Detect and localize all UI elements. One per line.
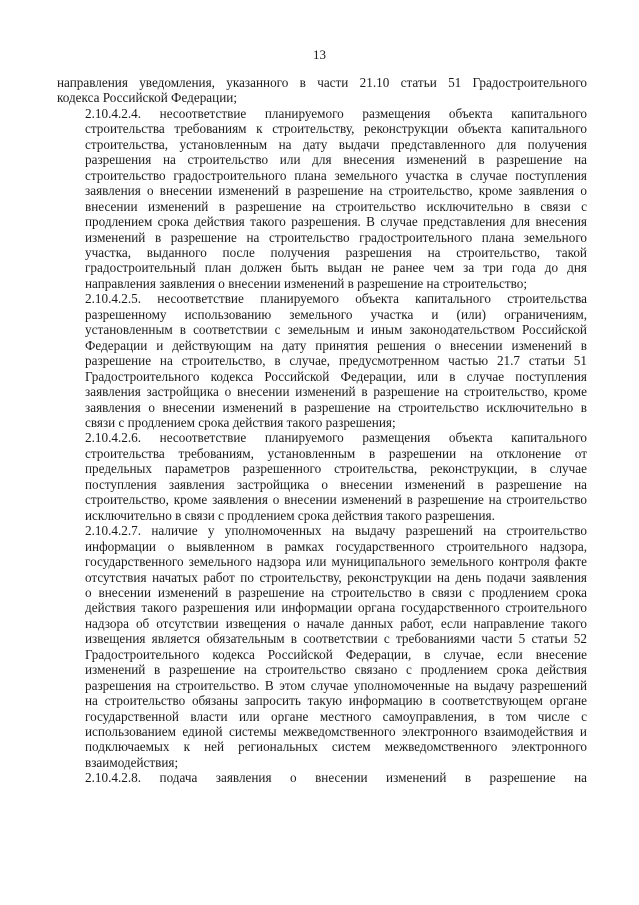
paragraph-p2 [57, 291, 587, 430]
paragraph-p4 [57, 523, 587, 770]
text-line: надзора об отсутствии извещения о начале данных работ, если направление такого [85, 615, 587, 631]
text-line: отсутствия начатых работ по строительству, реконструкции на день подачи заявления [85, 569, 587, 585]
text-line: разрешение на строительство, в случае, предусмотренном частью 21.7 статьи 51 [85, 353, 587, 369]
text-line: направления уведомления, указанного в части 21.10 статьи 51 Градостроительного [57, 75, 587, 90]
text-line: поступления заявления застройщика о внесении изменений в разрешение на [85, 476, 587, 492]
text-line: заявления застройщика о внесении изменений в разрешение на строительство, кроме [85, 384, 587, 400]
text-line: продлением срока действия такого разрешения. В случае представления для внесения [85, 214, 587, 230]
text-line: строительство, кроме заявления о внесении изменений в разрешение на строительство [85, 492, 587, 508]
text-line: 2.10.4.2.5. несоответствие планируемого объекта капитального строительства [85, 291, 587, 307]
text-line: разрешения на строительство. В этом случае уполномоченные на выдачу разрешений [85, 677, 587, 693]
text-line: исключительно в связи с продлением срока действия такого разрешения. [85, 507, 495, 523]
text-line: подключаемых к ней региональных систем межведомственного электронного [85, 739, 587, 755]
text-line: о внесении изменений в разрешение на строительство в связи с продлением срока [85, 584, 587, 600]
text-line: предельных параметров разрешенного строительства, реконструкции, в случае [85, 461, 587, 477]
text-line: Градостроительного кодекса Российской Федерации, или в случае поступления [85, 368, 587, 384]
text-line: изменений в разрешение на строительство связано с продлением срока действия [85, 662, 587, 678]
text-line: кодекса Российской Федерации; [57, 90, 237, 106]
document-body [57, 75, 587, 786]
text-line: разрешения на строительство или для внесения изменений в разрешение на [85, 152, 587, 168]
text-line: 2.10.4.2.8. подача заявления о внесении изменений в разрешение на [85, 770, 587, 786]
text-line: изменений в разрешение на строительство градостроительного плана земельного [85, 229, 587, 245]
text-line: извещения является обязательным в соответствии с требованиями части 5 статьи 52 [85, 631, 587, 647]
text-line: связи с продлением срока действия такого разрешения; [85, 414, 396, 430]
text-line: направления заявления о внесении изменений в разрешение на строительство; [85, 275, 527, 291]
text-line: разрешенному использованию земельного участка и (или) ограничениям, [85, 306, 587, 322]
text-line: на строительство обязаны запросить такую информацию в соответствующем органе [85, 693, 587, 709]
text-line: 2.10.4.2.7. наличие у уполномоченных на выдачу разрешений на строительство [85, 523, 587, 539]
text-line: действия такого разрешения или информации органа государственного строительного [85, 600, 587, 616]
text-line: внесении изменений в разрешение на строительство исключительно в связи с [85, 198, 587, 214]
paragraph-p1 [57, 106, 587, 291]
text-line: участка, выданного после получения разрешения на строительство, такой [85, 244, 587, 260]
text-line: строительства, установленным на дату выдачи представленного для получения [85, 136, 587, 152]
text-line: 2.10.4.2.4. несоответствие планируемого размещения объекта капитального [85, 105, 587, 121]
text-line: государственного земельного надзора или муниципального земельного контроля факте [85, 554, 587, 570]
text-line: взаимодействия; [85, 754, 179, 770]
text-line: установленным в соответствии с земельным и иным законодательством Российской [85, 322, 587, 338]
text-line: градостроительный план должен быть выдан не ранее чем за три года до дня [85, 260, 587, 276]
text-line: Федерации и действующим на дату принятия решения о внесении изменений в [85, 337, 587, 353]
paragraph-p0 [57, 75, 587, 106]
text-line: Градостроительного кодекса Российской Федерации, в случае, если внесение [85, 646, 587, 662]
paragraph-p3 [57, 430, 587, 523]
text-line: строительство градостроительного плана земельного участка в случае поступления [85, 167, 587, 183]
text-line: государственной власти или органе местного самоуправления, в том числе с [85, 708, 587, 724]
text-line: 2.10.4.2.6. несоответствие планируемого размещения объекта капитального [85, 430, 587, 446]
text-line: заявления о внесении изменений в разрешение на строительство исключительно в [85, 399, 587, 415]
page-number: 13 [313, 47, 326, 62]
text-line: информации о выявленном в рамках государственного строительного надзора, [85, 538, 587, 554]
text-line: заявления о внесении изменений в разрешение на строительство, кроме заявления о [85, 183, 587, 199]
paragraph-p5 [57, 770, 587, 785]
text-line: строительства требованиям, установленным в разрешении на отклонение от [85, 445, 587, 461]
text-line: использованием единой системы межведомственного электронного взаимодействия и [85, 724, 587, 740]
text-line: строительства требованиям к строительству, реконструкции объекта капитального [85, 121, 587, 137]
